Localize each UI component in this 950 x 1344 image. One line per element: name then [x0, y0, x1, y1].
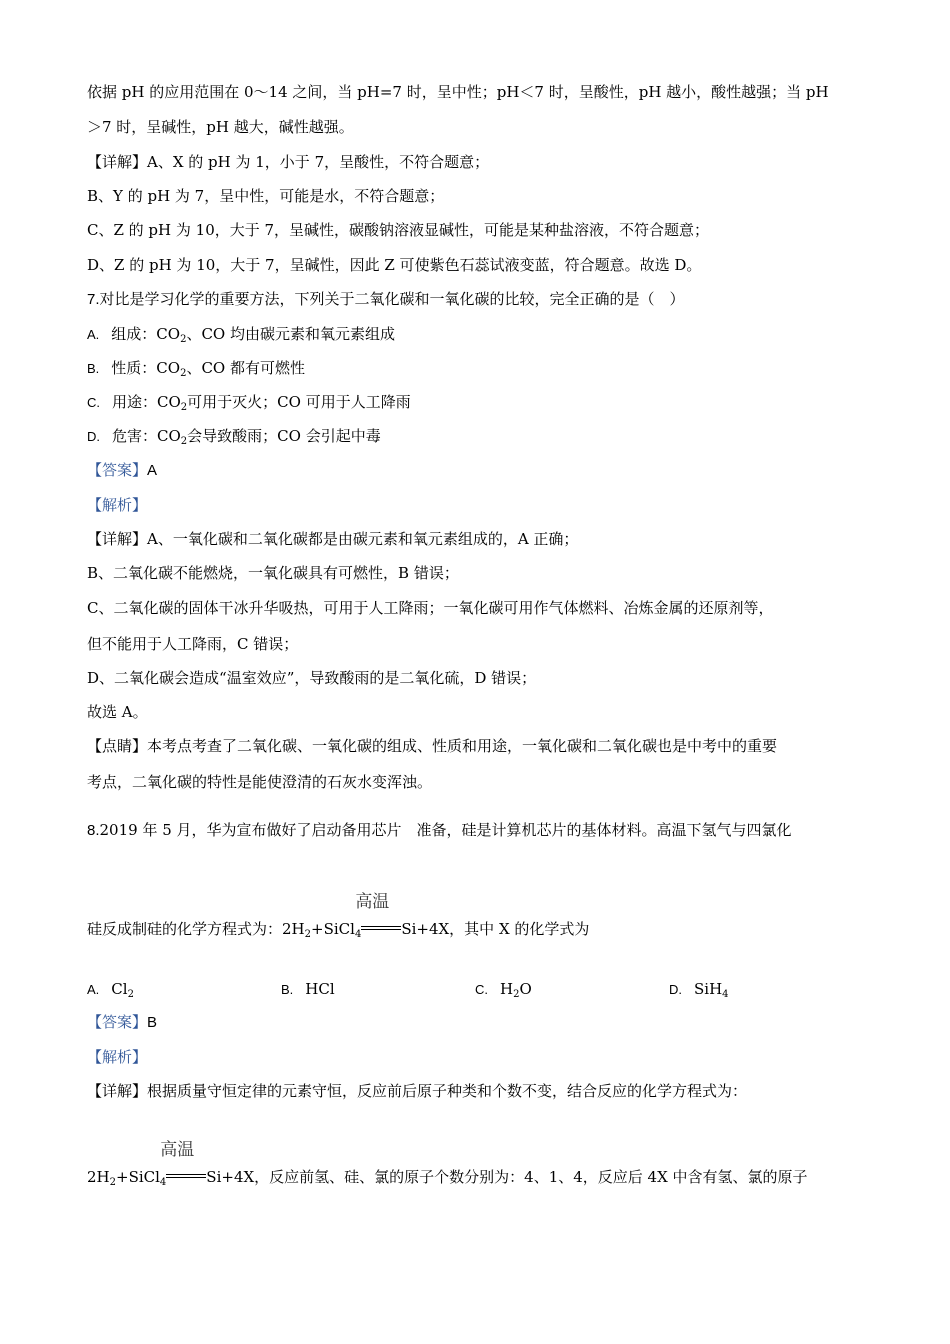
option-letter: A.	[87, 982, 100, 997]
option-letter: C.	[87, 395, 100, 410]
text: Si+4X，其中 X 的化学式为	[401, 920, 590, 938]
analysis-tag: 【解析】	[87, 1048, 148, 1066]
subscript: 2	[180, 402, 188, 413]
option-text: 危害：CO	[112, 427, 181, 445]
text-line: ＞7 时，呈碱性，pH 越大，碱性越强。	[87, 118, 354, 136]
answer-tag: 【答案】	[87, 1013, 148, 1031]
text-line: D、Z 的 pH 为 10，大于 7，呈碱性，因此 Z 可使紫色石蕊试液变蓝，符合题意。故选 D。	[87, 256, 702, 274]
question-8-stem	[87, 820, 792, 841]
text: +SiCl	[116, 1168, 160, 1186]
subscript: 4	[722, 989, 729, 1000]
text: 2H	[87, 1168, 110, 1186]
option-c	[475, 979, 532, 1000]
subscript: 2	[180, 436, 188, 447]
option-c	[87, 392, 411, 413]
question-8-equation-line	[87, 892, 590, 940]
option-letter: D.	[87, 429, 100, 444]
text: 硅反成制硅的化学方程式为：2H	[87, 920, 305, 938]
option-b	[281, 979, 335, 1000]
text-line: 【详解】A、X 的 pH 为 1，小于 7，呈酸性，不符合题意；	[87, 153, 490, 171]
subscript: 2	[180, 368, 187, 379]
option-letter: D.	[669, 982, 682, 997]
text: +SiCl	[311, 920, 355, 938]
subscript: 2	[304, 929, 312, 940]
subscript: 2	[109, 1177, 116, 1188]
option-letter: C.	[475, 982, 488, 997]
subscript: 4	[354, 929, 362, 940]
option-letter: A.	[87, 327, 100, 342]
text-line: 依据 pH 的应用范围在 0～14 之间，当 pH=7 时，呈中性；pH＜7 时，呈酸性，pH 越小，酸性越强；当 pH	[87, 83, 829, 101]
option-text: 、CO 都有可燃性	[186, 359, 305, 377]
subscript: 2	[127, 989, 134, 1000]
text-line: B、Y 的 pH 为 7，呈中性，可能是水，不符合题意；	[87, 187, 445, 205]
question-text: 对比是学习化学的重要方法，下列关于二氧化碳和一氧化碳的比较，完全正确的是（ ）	[99, 290, 685, 308]
text-line: 故选 A。	[87, 703, 148, 721]
question-number: 8.	[87, 822, 100, 839]
text-line: 【详解】A、一氧化碳和二氧化碳都是由碳元素和氧元素组成的，A 正确；	[87, 530, 579, 548]
answer-value: B	[147, 1014, 158, 1031]
option-text: 会导致酸雨；CO 会引起中毒	[187, 427, 381, 445]
option-text: 组成：CO	[111, 325, 181, 343]
text-line: D、二氧化碳会造成“温室效应”，导致酸雨的是二氧化硫，D 错误；	[87, 669, 537, 687]
text-line: 【点睛】本考点考查了二氧化碳、一氧化碳的组成、性质和用途，一氧化碳和二氧化碳也是中考中的重要	[87, 737, 778, 755]
option-text: HCl	[305, 980, 335, 998]
option-a	[87, 979, 134, 1000]
option-text: 用途：CO	[112, 393, 181, 411]
subscript: 2	[513, 989, 520, 1000]
answer-tag: 【答案】	[87, 461, 148, 479]
option-letter: B.	[281, 982, 294, 997]
text-line: B、二氧化碳不能燃烧，一氧化碳具有可燃性，B 错误；	[87, 564, 459, 582]
subscript: 4	[159, 1177, 167, 1188]
reaction-condition-sign	[160, 1140, 206, 1188]
reaction-condition: 高温	[355, 892, 390, 912]
option-b	[87, 358, 305, 379]
option-letter: B.	[87, 361, 100, 376]
reaction-condition: 高温	[160, 1140, 195, 1160]
text-line: 但不能用于人工降雨，C 错误；	[87, 635, 299, 653]
text-line: 【详解】根据质量守恒定律的元素守恒，反应前后原子种类和个数不变，结合反应的化学方程式为：	[87, 1082, 748, 1100]
option-text: 性质：CO	[111, 359, 181, 377]
option-text: 、CO 均由碳元素和氧元素组成	[186, 325, 395, 343]
text-line: 考点，二氧化碳的特性是能使澄清的石灰水变浑浊。	[87, 773, 433, 791]
option-d	[87, 426, 381, 447]
text-line: C、二氧化碳的固体干冰升华吸热，可用于人工降雨；一氧化碳可用作气体燃料、冶炼金属的还原剂等，	[87, 599, 774, 617]
option-text: O	[519, 980, 532, 998]
option-text: Cl	[111, 980, 128, 998]
option-text: H	[500, 980, 514, 998]
option-d	[669, 979, 729, 1000]
question-number: 7.	[87, 291, 100, 308]
text-line: C、Z 的 pH 为 10，大于 7，呈碱性，碳酸钠溶液显碱性，可能是某种盐溶液，不符合题意；	[87, 221, 710, 239]
answer-line	[87, 460, 157, 481]
subscript: 2	[180, 334, 187, 345]
option-text: 可用于灭火；CO 可用于人工降雨	[187, 393, 411, 411]
option-a	[87, 324, 395, 345]
question-7-stem	[87, 289, 685, 310]
text: Si+4X，反应前氢、硅、氯的原子个数分别为：4、1、4，反应后 4X 中含有氢、氯的原子	[206, 1168, 808, 1186]
answer-line	[87, 1012, 157, 1033]
question-text: 2019 年 5 月，华为宣布做好了启动备用芯片 准备，硅是计算机芯片的基体材料。高温下氢气与四氯化	[99, 821, 792, 839]
equation-line	[87, 1140, 808, 1188]
analysis-tag: 【解析】	[87, 496, 148, 514]
answer-value: A	[147, 462, 158, 479]
reaction-condition-sign	[355, 892, 401, 940]
option-text: SiH	[694, 980, 723, 998]
